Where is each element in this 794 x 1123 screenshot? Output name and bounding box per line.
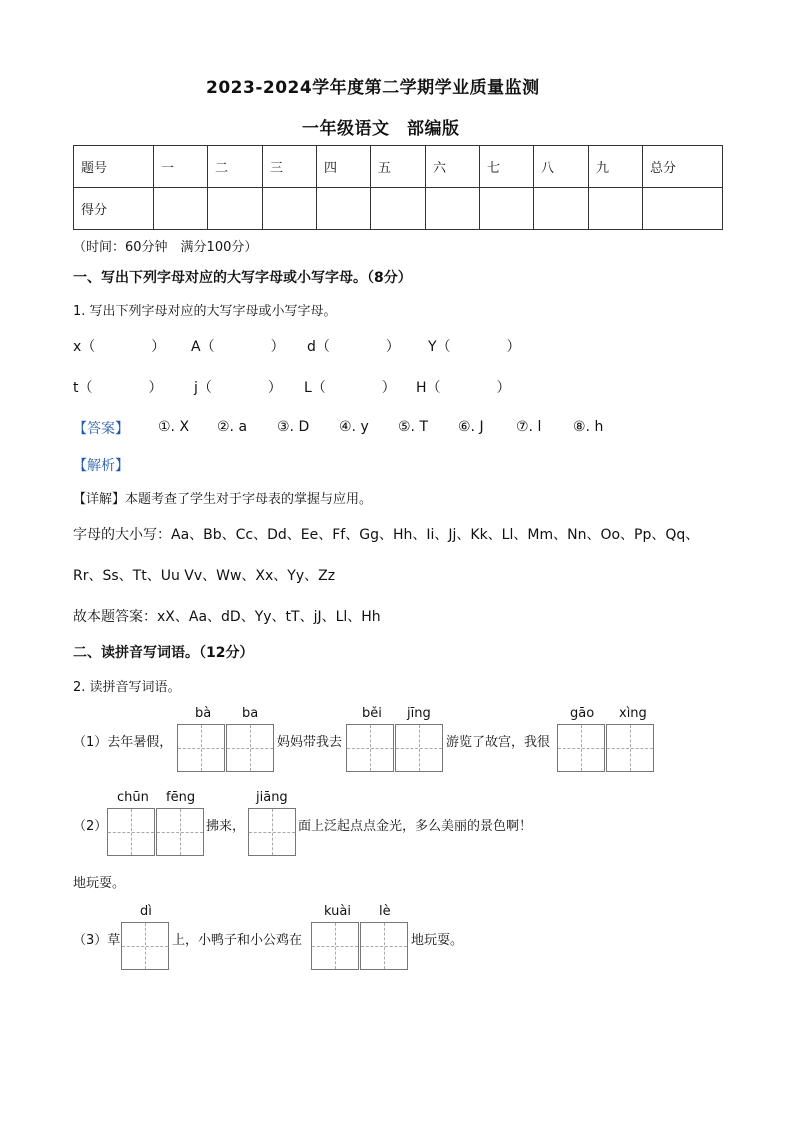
alphabet-line-2: Rr、Ss、Tt、Uu Vv、Ww、Xx、Yy、Zz [73,568,336,584]
section1-heading: 一、写出下列字母对应的大写字母或小写字母。（8分） [73,270,412,286]
table-cell: 得分 [74,188,154,230]
score-table-header-row [74,146,723,188]
pinyin: lè [379,904,391,919]
score-input-cell[interactable] [371,188,426,230]
score-input-cell[interactable] [643,188,723,230]
answer-item: ⑥. J [458,419,484,435]
writing-box[interactable] [177,724,225,772]
writing-box[interactable] [156,808,204,856]
pinyin: kuài [324,904,351,919]
table-cell: 四 [317,146,371,188]
writing-box[interactable] [360,922,408,970]
answer-item: ③. D [277,419,310,435]
letter-blank: L（ ） [304,380,396,396]
table-cell: 题号 [74,146,154,188]
letter-blank: x（ ） [73,339,166,355]
alphabet-line-1: 字母的大小写：Aa、Bb、Cc、Dd、Ee、Ff、Gg、Hh、Ii、Jj、Kk、Ll、Mm、Nn、Oo、Pp、Qq、 [73,527,700,543]
answer-item: ①. X [158,419,190,435]
pinyin: běi [362,706,382,721]
sentence-1-label: （1）去年暑假， [73,735,173,750]
answer-item: ⑦. l [516,419,542,435]
time-note: （时间：60分钟 满分100分） [73,240,258,255]
analysis-tag: 【解析】 [73,458,129,474]
letter-blank: t（ ） [73,380,163,396]
sentence-2-text-b: 面上泛起点点金光，多么美丽的景色啊！ [298,819,533,834]
letter-blank: j（ ） [194,380,282,396]
answer-item: ②. a [217,419,248,435]
writing-box[interactable] [311,922,359,970]
stray-text: 地玩耍。 [73,876,126,891]
writing-box[interactable] [606,724,654,772]
letter-blank: A（ ） [191,339,285,355]
table-cell: 五 [371,146,426,188]
score-input-cell[interactable] [154,188,208,230]
answer-tag: 【答案】 [73,421,129,437]
pinyin: xìng [619,706,647,721]
pinyin: fēng [166,790,196,805]
letter-blank: d（ ） [307,339,400,355]
table-cell: 九 [589,146,643,188]
table-cell: 七 [480,146,534,188]
score-input-cell[interactable] [426,188,480,230]
writing-box[interactable] [226,724,274,772]
score-table [73,145,723,230]
sentence-1-text-b: 游览了故宫，我很 [446,735,551,750]
page-subtitle: 一年级语文 部编版 [302,119,460,139]
table-cell: 总分 [643,146,723,188]
section2-heading: 二、读拼音写词语。（12分） [73,645,254,661]
pinyin: dì [140,904,152,919]
score-input-cell[interactable] [480,188,534,230]
table-cell: 二 [208,146,263,188]
pinyin: ba [242,706,259,721]
score-input-cell[interactable] [317,188,371,230]
score-table-score-row [74,188,723,230]
writing-box[interactable] [107,808,155,856]
sentence-3-text-b: 地玩耍。 [411,933,464,948]
answer-item: ④. y [339,419,369,435]
detail-text: 【详解】本题考查了学生对于字母表的掌握与应用。 [73,492,373,507]
pinyin: gāo [570,706,595,721]
sentence-1-text-a: 妈妈带我去 [277,735,343,750]
pinyin: chūn [117,790,149,805]
score-input-cell[interactable] [534,188,589,230]
sentence-3-text-a: 上，小鸭子和小公鸡在 [172,933,303,948]
table-cell: 一 [154,146,208,188]
writing-box[interactable] [346,724,394,772]
table-cell: 三 [263,146,317,188]
answer-item: ⑧. h [573,419,604,435]
sentence-2-label: （2） [73,819,108,834]
question-1: 1. 写出下列字母对应的大写字母或小写字母。 [73,304,337,319]
conclusion-text: 故本题答案：xX、Aa、dD、Yy、tT、jJ、Ll、Hh [73,609,381,625]
page-title: 2023-2024学年度第二学期学业质量监测 [206,78,540,98]
pinyin: jīng [407,706,431,721]
question-2: 2. 读拼音写词语。 [73,680,181,695]
score-input-cell[interactable] [263,188,317,230]
sentence-3-label: （3）草 [73,933,121,948]
table-cell: 八 [534,146,589,188]
pinyin: bà [195,706,212,721]
writing-box[interactable] [557,724,605,772]
letter-blank: Y（ ） [428,339,521,355]
score-input-cell[interactable] [589,188,643,230]
table-cell: 六 [426,146,480,188]
score-input-cell[interactable] [208,188,263,230]
writing-box[interactable] [395,724,443,772]
letter-blank: H（ ） [416,380,511,396]
sentence-2-text-a: 拂来， [206,819,246,834]
writing-box[interactable] [121,922,169,970]
pinyin: jiāng [256,790,288,805]
answer-item: ⑤. T [398,419,429,435]
writing-box[interactable] [248,808,296,856]
